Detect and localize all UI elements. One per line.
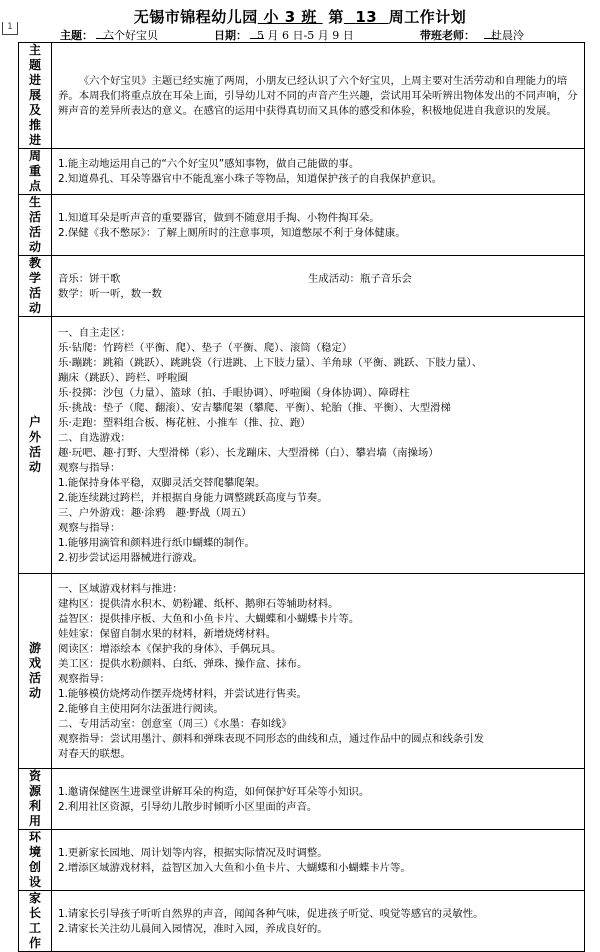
row-life [19, 195, 585, 256]
parents-line: 2.请家长关注幼儿晨间入园情况，准时入园，养成良好的。 [58, 922, 328, 935]
teaching-music: 音乐：饼干歌 [58, 272, 121, 285]
row-resources [19, 769, 585, 830]
title-week-no: 13 [355, 8, 378, 26]
resources-line: 2.利用社区资源，引导幼儿散步时倾听小区里面的声音。 [58, 800, 318, 813]
heading-resources: 资源利用 [19, 769, 52, 830]
games-line: 益智区：提供排序板、大鱼和小鱼卡片、大蝴蝶和小蝴蝶卡片等。 [58, 612, 360, 625]
environment-line: 2.增添区域游戏材料，益智区加入大鱼和小鱼卡片、大蝴蝶和小蝴蝶卡片等。 [58, 861, 411, 874]
heading-parents: 家长工作 [19, 891, 52, 952]
outdoor-line: 观察与指导： [58, 461, 121, 474]
games-line: 娃娃家：保留自制水果的材料，新增烧烤材料。 [58, 627, 277, 640]
weekly-plan-table [18, 42, 585, 952]
games-line: 一、区域游戏材料与推进： [58, 582, 183, 595]
outdoor-line: 观察与指导： [58, 521, 121, 534]
date-value: 5 月 6 日-5 月 9 日 [257, 29, 354, 42]
heading-goals: 周重点 [19, 149, 52, 195]
heading-teaching: 教学活动 [19, 256, 52, 317]
heading-outdoor: 户外活动 [19, 317, 52, 574]
heading-games: 游戏活动 [19, 574, 52, 769]
outdoor-line: 乐·钻爬：竹跨栏（平衡、爬）、垫子（平衡、爬）、滚筒（稳定） [58, 341, 353, 354]
outdoor-line: 2.初步尝试运用器械进行游戏。 [58, 551, 203, 564]
row-goals [19, 149, 585, 195]
title-class: 小 3 班 [263, 8, 317, 26]
games-line: 对春天的联想。 [58, 747, 131, 760]
games-line: 1.能够模仿烧烤动作摆弄烧烤材料，并尝试进行售卖。 [58, 687, 307, 700]
outdoor-line: 三、户外游戏：趣·涂鸦 趣·野战（周五） [58, 506, 252, 519]
progress-text: 《六个好宝贝》主题已经实施了两周，小朋友已经认识了六个好宝贝，上周主要对生活劳动和自理能力的培养。本周我们将重点放在耳朵上面，引导幼儿对不同的声音产生兴趣，尝试用耳朵听辨出物体发出的不同声响，分辨声音的差异所表达的意义。在感官的运用中获得真切而又具体的感受和体验，积极地促进自我意识的发展。 [58, 74, 578, 117]
row-environment [19, 830, 585, 891]
teaching-generated: 生成活动：瓶子音乐会 [308, 272, 412, 285]
games-line: 2.能够自主使用阿尔法蛋进行阅读。 [58, 702, 224, 715]
content-teaching [52, 256, 585, 317]
outdoor-line: 1.能保持身体平稳，双脚灵活交替爬攀爬架。 [58, 476, 266, 489]
title-kindergarten: 无锡市锦程幼儿园 [133, 8, 258, 26]
goal-line: 1.能主动地运用自己的“六个好宝贝”感知事物，做自己能做的事。 [58, 158, 360, 170]
games-line: 阅读区：增添绘本《保护我的身体》、手偶玩具。 [58, 642, 282, 655]
content-life [52, 195, 585, 256]
environment-line: 1.更新家长园地、周计划等内容，根据实际情况及时调整。 [58, 846, 328, 859]
teacher-label: 带班老师： [420, 29, 475, 42]
heading-life: 生活活动 [19, 195, 52, 256]
games-line: 观察指导： [58, 672, 110, 685]
row-parents [19, 891, 585, 952]
games-line: 建构区：提供清水积木、奶粉罐、纸杯、鹅卵石等辅助材料。 [58, 597, 339, 610]
resources-line: 1.邀请保健医生进课堂讲解耳朵的构造，如何保护好耳朵等小知识。 [58, 785, 370, 798]
theme-value: 六个好宝贝 [103, 29, 158, 42]
outdoor-line: 乐·挑战：垫子（爬、翻滚）、安吉攀爬架（攀爬、平衡）、轮胎（推、平衡）、大型滑梯 [58, 401, 451, 414]
date-label: 日期： [214, 29, 247, 42]
heading-progress: 主题进展及推进 [19, 43, 52, 149]
content-resources [52, 769, 585, 830]
content-games [52, 574, 585, 769]
teaching-math: 数学：听一听，数一数 [58, 287, 162, 300]
parents-line: 1.请家长引导孩子听听自然界的声音，闻闻各种气味，促进孩子听觉、嗅觉等感官的灵敏性。 [58, 907, 484, 920]
content-progress [52, 43, 585, 149]
outdoor-line: 乐·走跑：塑料组合板、梅花桩、小推车（推、拉、跑） [58, 416, 311, 429]
outdoor-line: 一、自主走区： [58, 326, 131, 339]
page-title [0, 6, 600, 27]
section-break-mark: 1 [2, 22, 18, 35]
outdoor-line: 1.能够用滴管和颜料进行纸巾蝴蝶的制作。 [58, 536, 255, 549]
content-goals [52, 149, 585, 195]
row-teaching [19, 256, 585, 317]
row-outdoor [19, 317, 585, 574]
games-line: 观察指导：尝试用墨汁、颜料和弹珠表现不同形态的曲线和点，通过作品中的圆点和线条引发 [58, 732, 485, 745]
row-progress [19, 43, 585, 149]
content-environment [52, 830, 585, 891]
outdoor-line: 二、自选游戏： [58, 431, 131, 444]
title-week-post: 周工作计划 [388, 8, 467, 26]
goal-line: 2.知道鼻孔、耳朵等器官中不能乱塞小珠子等物品，知道保护孩子的自我保护意识。 [58, 173, 442, 185]
life-line: 1.知道耳朵是听声音的重要器官，做到不随意用手掏、小物件掏耳朵。 [58, 211, 380, 224]
row-games [19, 574, 585, 769]
teacher-value: 杜晨泠 [491, 29, 524, 42]
outdoor-line: 乐·投掷：沙包（力量）、篮球（拍、手眼协调）、呼啦圈（身体协调）、障碍柱 [58, 386, 410, 399]
life-line: 2.保健《我不憋尿》：了解上厕所时的注意事项，知道憋尿不利于身体健康。 [58, 226, 406, 239]
outdoor-line: 2.能连续跳过跨栏，并根据自身能力调整跳跃高度与节奏。 [58, 491, 328, 504]
outdoor-line: 蹦床（跳跃）、跨栏、呼啦圈 [58, 371, 188, 384]
content-outdoor [52, 317, 585, 574]
theme-label: 主题： [60, 29, 93, 42]
content-parents [52, 891, 585, 952]
heading-environment: 环境创设 [19, 830, 52, 891]
title-week-pre: 第 [328, 8, 344, 26]
outdoor-line: 趣·玩吧、趣·打野、大型滑梯（彩）、长龙蹦床、大型滑梯（白）、攀岩墙（南操场） [58, 446, 439, 459]
games-line: 美工区：提供水粉颜料、白纸、弹珠、操作盒、抹布。 [58, 657, 308, 670]
outdoor-line: 乐·蹦跳：跳箱（跳跃）、跳跳袋（行进跳、上下肢力量）、羊角球（平衡、跳跃、下肢力量）、 [58, 356, 483, 369]
games-line: 二、专用活动室：创意室（周三）《水墨：春如线》 [58, 717, 292, 730]
